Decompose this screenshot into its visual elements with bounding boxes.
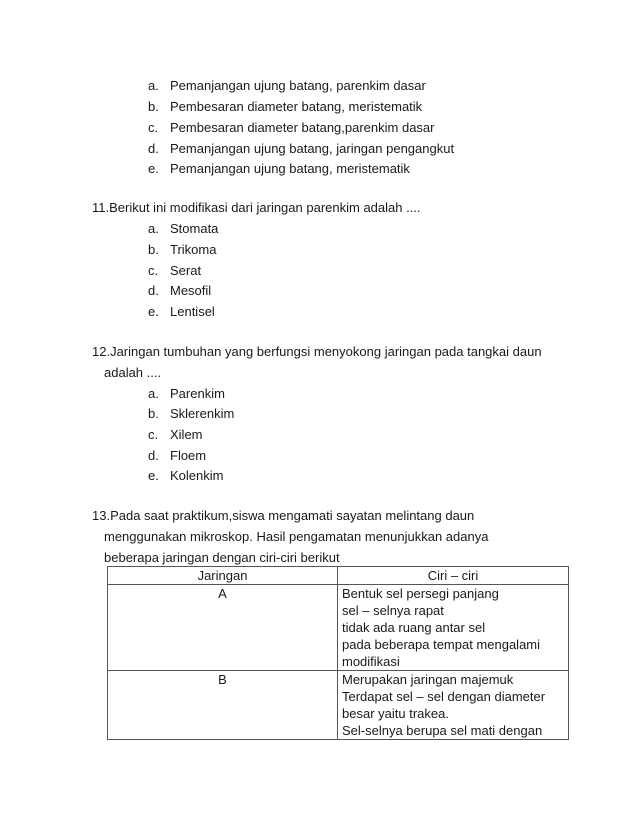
- q10-option-a: a. Pemanjangan ujung batang, parenkim dasar: [148, 78, 426, 93]
- ciri-line: besar yaitu trakea.: [342, 706, 449, 721]
- ciri-line: Terdapat sel – sel dengan diameter: [342, 689, 546, 704]
- ciri-line: tidak ada ruang antar sel: [342, 620, 486, 635]
- q11-option-c: c. Serat: [148, 263, 202, 278]
- header-ciri: Ciri – ciri: [338, 567, 569, 585]
- ciri-line: Bentuk sel persegi panjang: [342, 586, 499, 601]
- ciri-line: modifikasi: [342, 654, 400, 669]
- q12-option-c: c. Xilem: [148, 427, 203, 442]
- table-row: [108, 585, 569, 671]
- ciri-line: pada beberapa tempat mengalami: [342, 637, 541, 652]
- cell-ciri: [338, 585, 569, 671]
- q11-text: 11.Berikut ini modifikasi dari jaringan parenkim adalah ....: [92, 200, 421, 215]
- q12-option-a: a. Parenkim: [148, 386, 225, 401]
- q11-option-a: a. Stomata: [148, 221, 219, 236]
- q13-text-line1: 13.Pada saat praktikum,siswa mengamati sayatan melintang daun: [92, 508, 475, 523]
- q11-option-e: e. Lentisel: [148, 304, 215, 319]
- header-jaringan: Jaringan: [108, 567, 338, 585]
- q13-table: [107, 566, 569, 740]
- q10-option-d: d. Pemanjangan ujung batang, jaringan pengangkut: [148, 141, 455, 156]
- q10-option-b: b. Pembesaran diameter batang, meristematik: [148, 99, 423, 114]
- q12-text-line1: 12.Jaringan tumbuhan yang berfungsi menyokong jaringan pada tangkai daun: [92, 344, 542, 359]
- ciri-line: Sel-selnya berupa sel mati dengan: [342, 723, 543, 738]
- q13-text-line3: beberapa jaringan dengan ciri-ciri berikut: [104, 550, 340, 565]
- cell-jaringan: B: [108, 671, 338, 740]
- q10-option-e: e. Pemanjangan ujung batang, meristematik: [148, 161, 410, 176]
- q13-text-line2: menggunakan mikroskop. Hasil pengamatan menunjukkan adanya: [104, 529, 489, 544]
- cell-ciri: [338, 671, 569, 740]
- cell-jaringan: A: [108, 585, 338, 671]
- ciri-line: Merupakan jaringan majemuk: [342, 672, 514, 687]
- q11-option-b: b. Trikoma: [148, 242, 217, 257]
- table-row: [108, 671, 569, 740]
- q12-option-d: d. Floem: [148, 448, 207, 463]
- q10-option-c: c. Pembesaran diameter batang,parenkim dasar: [148, 120, 435, 135]
- q11-option-d: d. Mesofil: [148, 283, 212, 298]
- table-header-row: [108, 567, 569, 585]
- ciri-line: sel – selnya rapat: [342, 603, 444, 618]
- q12-option-b: b. Sklerenkim: [148, 406, 235, 421]
- q12-option-e: e. Kolenkim: [148, 468, 224, 483]
- q12-text-line2: adalah ....: [104, 365, 162, 380]
